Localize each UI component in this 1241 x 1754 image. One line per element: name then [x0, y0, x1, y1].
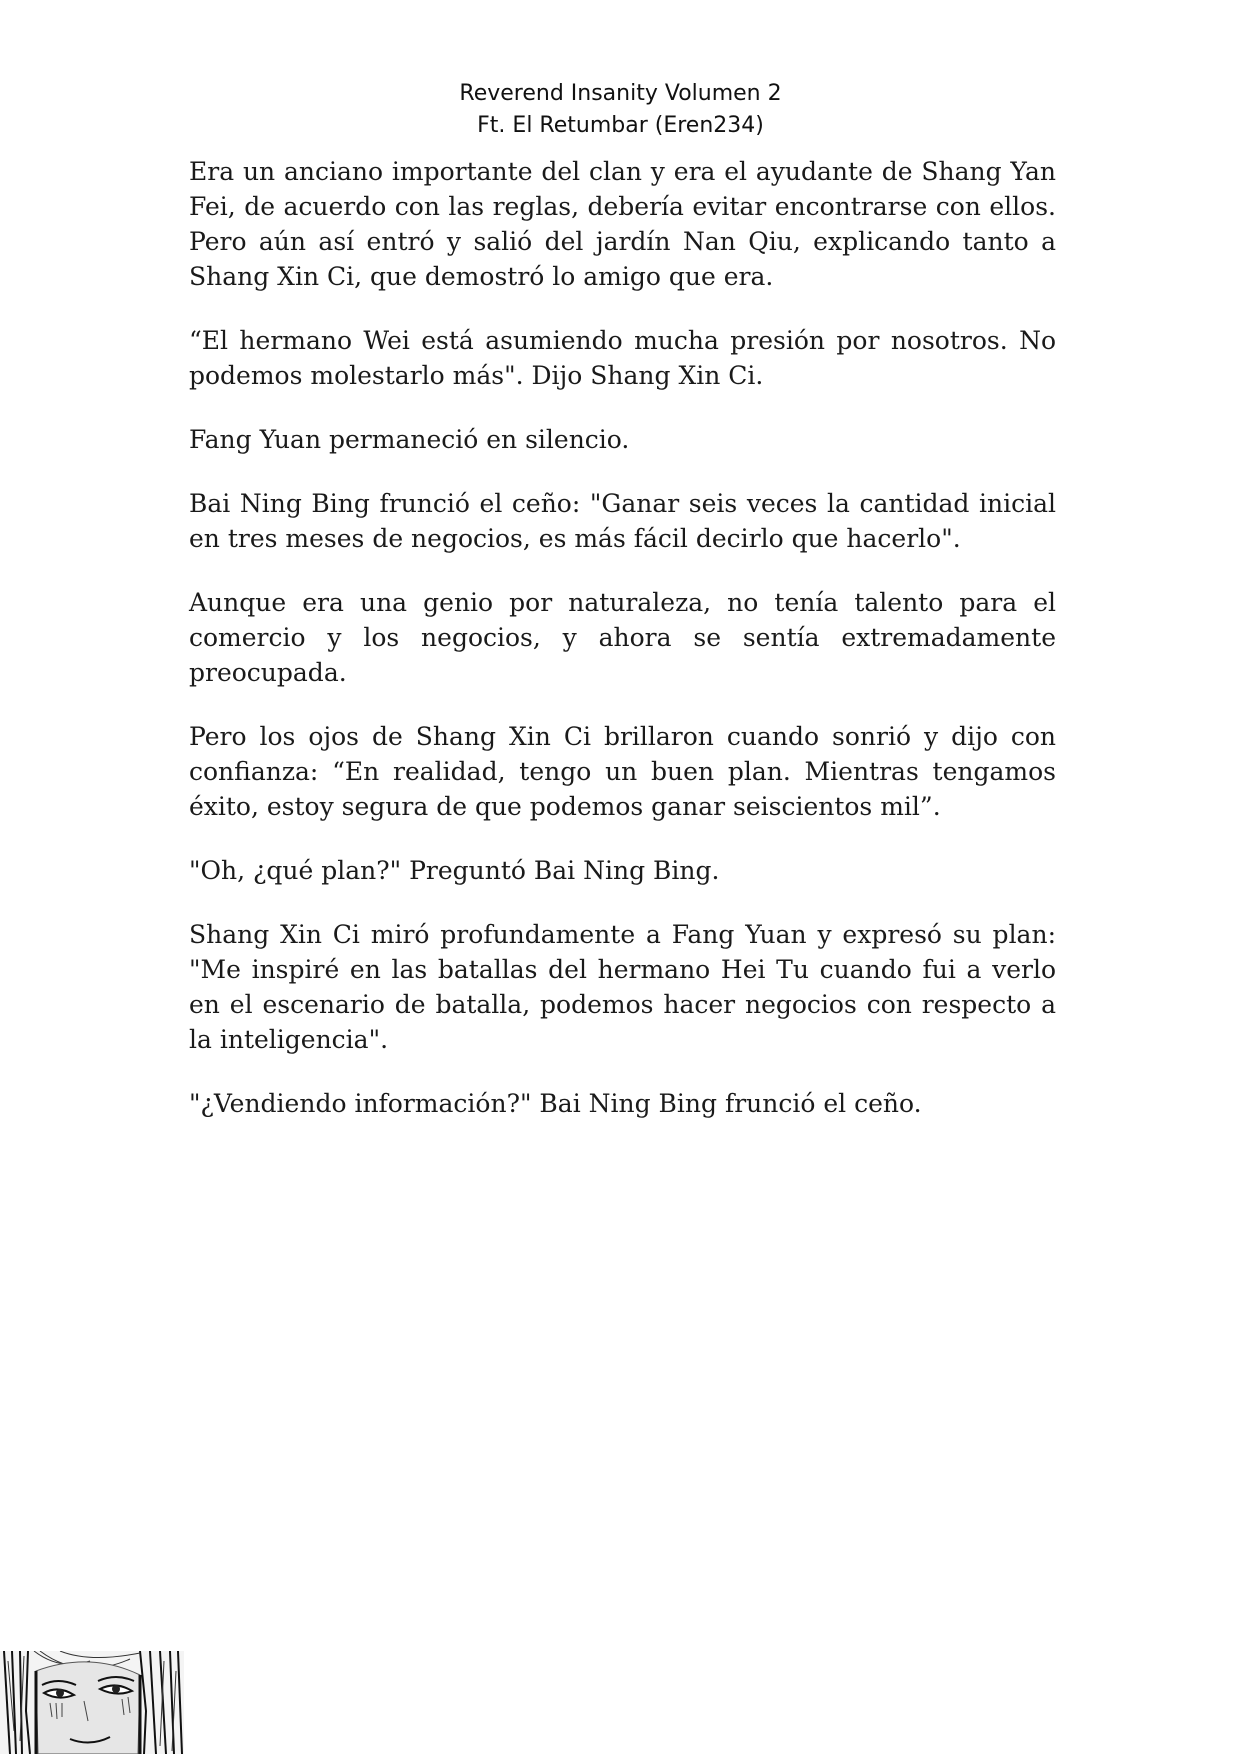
paragraph: Fang Yuan permaneció en silencio.: [189, 425, 630, 454]
paragraph: Era un anciano importante del clan y era el ayudante de Shang Yan Fei, de acuerdo con las reglas, debería evitar encontrarse con ellos. Pero aún así entró y salió del jardín Nan Qiu, explicando tanto a Shang Xin Ci, que demostró lo amigo que era.: [189, 157, 1056, 291]
paragraph: Aunque era una genio por naturaleza, no tenía talento para el comercio y los negocios, y ahora se sentía extremadamente preocupada.: [189, 588, 1056, 687]
page-header: [0, 78, 1241, 142]
document-body: [189, 154, 1056, 1150]
paragraph: Bai Ning Bing frunció el ceño: "Ganar seis veces la cantidad inicial en tres meses de negocios, es más fácil decirlo que hacerlo".: [189, 489, 1056, 553]
paragraph: "Oh, ¿qué plan?" Preguntó Bai Ning Bing.: [189, 856, 720, 885]
paragraph: Shang Xin Ci miró profundamente a Fang Yuan y expresó su plan: "Me inspiré en las batallas del hermano Hei Tu cuando fui a verlo en el escenario de batalla, podemos hacer negocios con respecto a la inteligencia".: [189, 920, 1056, 1054]
paragraph: “El hermano Wei está asumiendo mucha presión por nosotros. No podemos molestarlo más". Dijo Shang Xin Ci.: [189, 326, 1056, 390]
header-title: Reverend Insanity Volumen 2: [459, 81, 782, 106]
paragraph: "¿Vendiendo información?" Bai Ning Bing frunció el ceño.: [189, 1089, 922, 1118]
header-subtitle: Ft. El Retumbar (Eren234): [477, 113, 764, 138]
paragraph: Pero los ojos de Shang Xin Ci brillaron cuando sonrió y dijo con confianza: “En realidad, tengo un buen plan. Mientras tengamos éxito, estoy segura de que podemos ganar seiscientos mil”.: [189, 722, 1056, 821]
manga-portrait-icon: [0, 1651, 184, 1754]
